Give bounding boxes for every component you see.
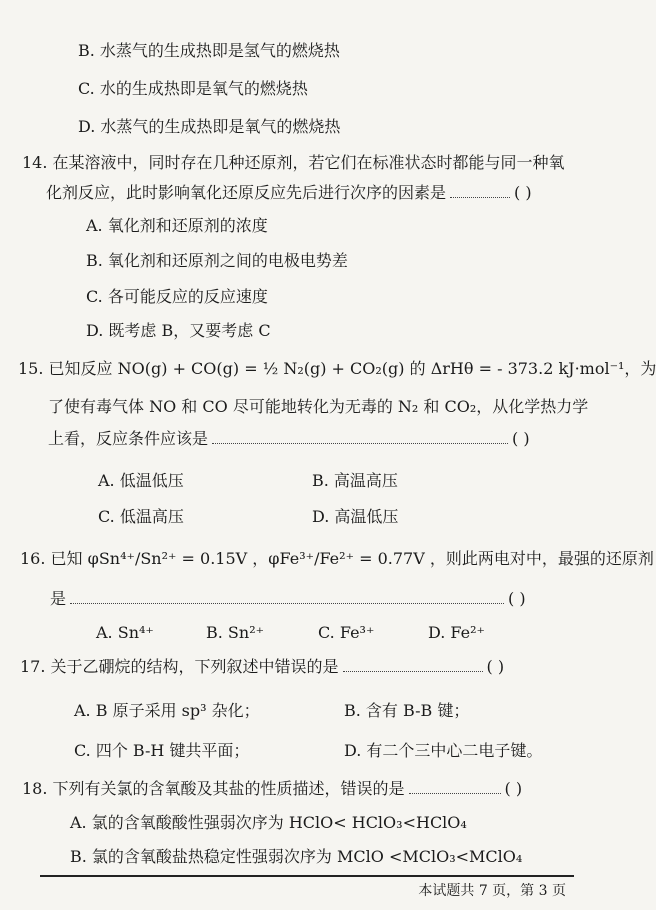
q15-option-d: D. 高温低压 bbox=[312, 507, 399, 526]
q15-stem-text: 已知反应 NO(g) + CO(g) = ½ N₂(g) + CO₂(g) 的 ΔrHθ = - 373.2 kJ·mol⁻¹，为 bbox=[48, 359, 656, 378]
q14-stem-text: 化剂反应，此时影响氧化还原反应先后进行次序的因素是 bbox=[46, 183, 447, 202]
q16-answer-paren: ( ) bbox=[508, 589, 526, 608]
q16-option-d: D. Fe²⁺ bbox=[428, 623, 485, 642]
q17-stem-line1 bbox=[20, 656, 504, 678]
q18-option-b: B. 氯的含氧酸盐热稳定性强弱次序为 MClO <MClO₃<MClO₄ bbox=[70, 847, 523, 866]
q15-option-a: A. 低温低压 bbox=[98, 471, 184, 490]
q13-option-b: B. 水蒸气的生成热即是氢气的燃烧热 bbox=[78, 41, 340, 60]
q16-option-a: A. Sn⁴⁺ bbox=[96, 623, 154, 642]
q17-option-c: C. 四个 B-H 键共平面； bbox=[74, 741, 250, 760]
q15-number: 15. bbox=[18, 359, 44, 378]
q15-stem-line3 bbox=[48, 428, 530, 450]
q15-stem-line1 bbox=[18, 358, 656, 380]
q16-option-c: C. Fe³⁺ bbox=[318, 623, 375, 642]
q15-option-b: B. 高温高压 bbox=[312, 471, 398, 490]
q18-answer-leader bbox=[409, 779, 501, 794]
q16-stem-text2: 是 bbox=[50, 589, 67, 608]
page-footer: 本试题共 7 页，第 3 页 bbox=[418, 883, 566, 899]
q14-option-d: D. 既考虑 B，又要考虑 C bbox=[86, 321, 271, 340]
q16-stem-line1: 16. 已知 φSn⁴⁺/Sn²⁺ = 0.15V ，φFe³⁺/Fe²⁺ = 0.77V ，则此两电对中，最强的还原剂 bbox=[20, 549, 654, 568]
q16-option-b: B. Sn²⁺ bbox=[206, 623, 265, 642]
q13-option-d: D. 水蒸气的生成热即是氧气的燃烧热 bbox=[78, 117, 341, 136]
q18-stem-line1 bbox=[22, 778, 522, 800]
q18-option-a: A. 氯的含氧酸酸性强弱次序为 HClO< HClO₃<HClO₄ bbox=[70, 813, 467, 832]
q17-answer-paren: ( ) bbox=[486, 657, 505, 676]
q18-stem-text: 18. 下列有关氯的含氧酸及其盐的性质描述，错误的是 bbox=[22, 779, 405, 798]
q15-option-c: C. 低温高压 bbox=[98, 507, 184, 526]
q15-stem-text3: 上看，反应条件应该是 bbox=[48, 429, 209, 448]
q15-answer-leader bbox=[212, 429, 508, 444]
q16-stem-line2 bbox=[50, 588, 526, 610]
q14-stem-line2 bbox=[46, 182, 532, 204]
footer-rule bbox=[40, 875, 574, 877]
q14-option-c: C. 各可能反应的反应速度 bbox=[86, 287, 268, 306]
q17-option-b: B. 含有 B-B 键； bbox=[344, 701, 470, 720]
q17-stem-text: 17. 关于乙硼烷的结构，下列叙述中错误的是 bbox=[20, 657, 339, 676]
q14-option-a: A. 氧化剂和还原剂的浓度 bbox=[86, 216, 268, 235]
q18-answer-paren: ( ) bbox=[504, 779, 523, 798]
q14-answer-paren: ( ) bbox=[514, 183, 532, 202]
q14-option-b: B. 氧化剂和还原剂之间的电极电势差 bbox=[86, 251, 348, 270]
q17-answer-leader bbox=[343, 657, 483, 672]
q14-stem-line1: 14. 在某溶液中，同时存在几种还原剂，若它们在标准状态时都能与同一种氧 bbox=[22, 153, 565, 172]
q16-answer-leader bbox=[70, 589, 504, 604]
q15-answer-paren: ( ) bbox=[512, 429, 530, 448]
q14-answer-leader bbox=[450, 183, 510, 198]
q17-option-a: A. B 原子采用 sp³ 杂化； bbox=[74, 701, 260, 720]
q17-option-d: D. 有二个三中心二电子键。 bbox=[344, 741, 543, 760]
q15-stem-line2: 了使有毒气体 NO 和 CO 尽可能地转化为无毒的 N₂ 和 CO₂，从化学热力学 bbox=[48, 397, 589, 416]
q13-option-c: C. 水的生成热即是氧气的燃烧热 bbox=[78, 79, 308, 98]
